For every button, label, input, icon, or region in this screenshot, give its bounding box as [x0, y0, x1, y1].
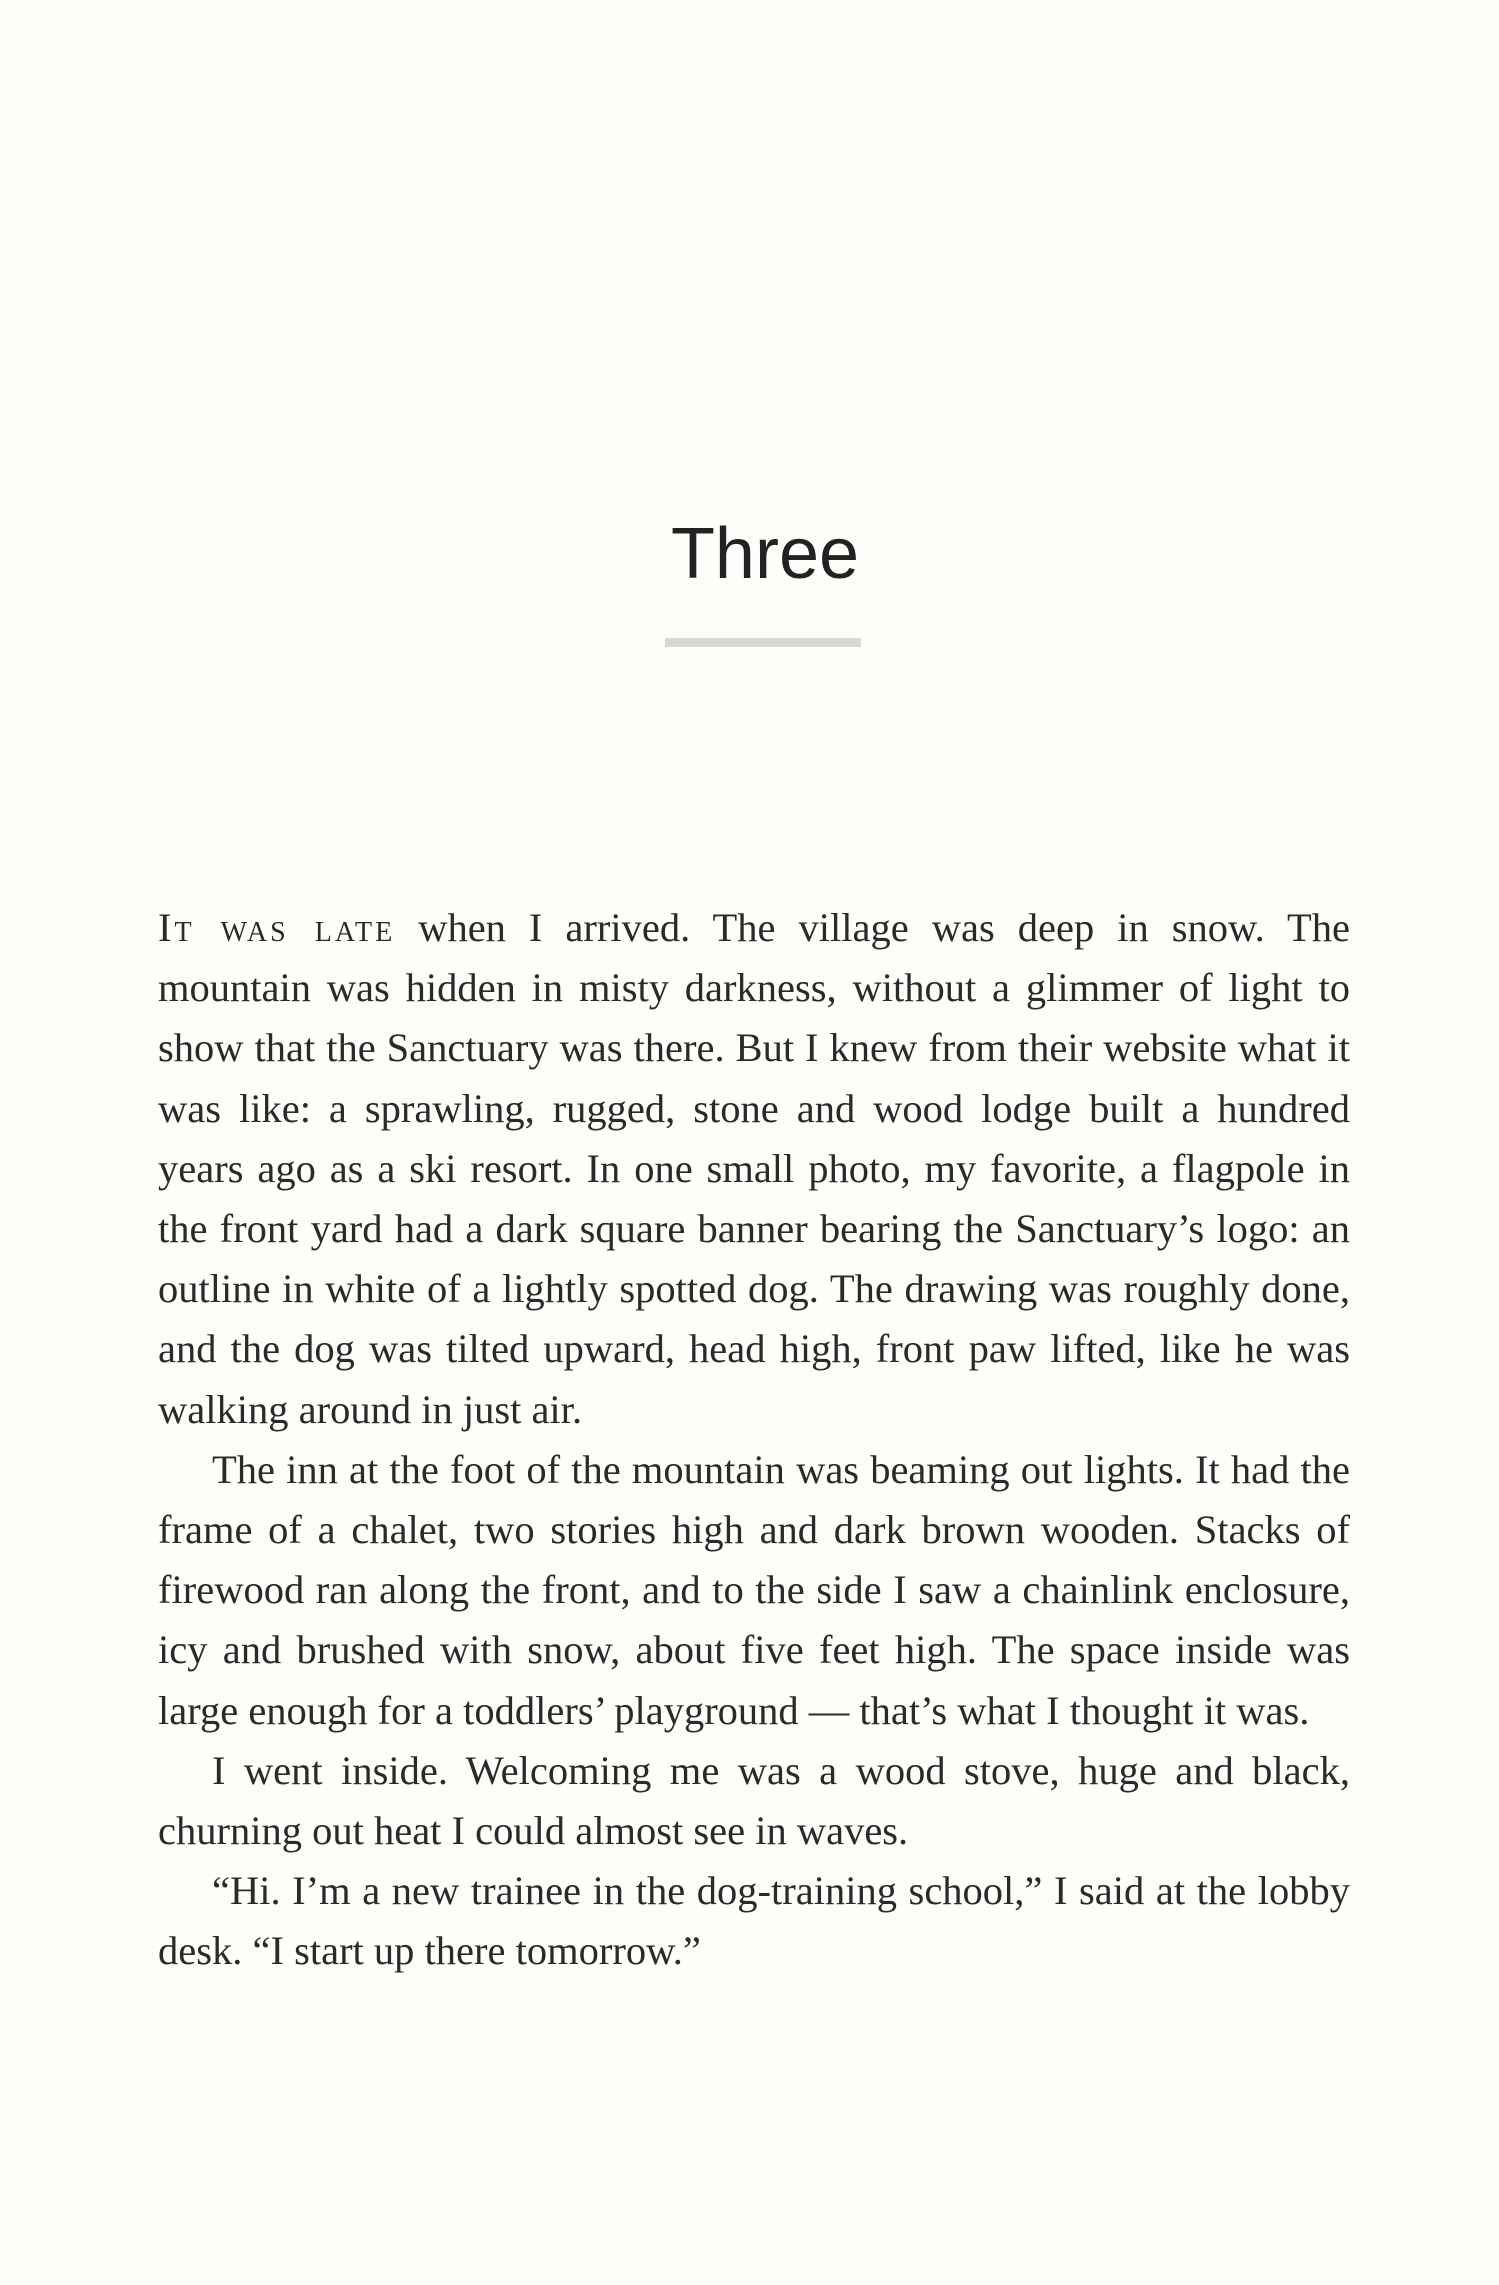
chapter-body [158, 898, 1350, 1982]
paragraph-3: I went inside. Welcoming me was a wood stove, huge and black, churning out heat I could almost see in waves. [158, 1747, 1350, 1854]
paragraph-lead-in: It was late [158, 905, 396, 950]
paragraph-2: The inn at the foot of the mountain was beaming out lights. It had the frame of a chalet, two stories high and dark brown wooden. Stacks of firewood ran along the front, and to the side I saw a chainlink enclosure, icy and brushed with snow, about five feet high. The space inside was large enough for a toddlers’ playground — that’s what I thought it was. [158, 1446, 1350, 1733]
chapter-title-rule [665, 638, 861, 647]
paragraph-1 [158, 898, 1350, 1440]
paragraph-4: “Hi. I’m a new trainee in the dog-training school,” I said at the lobby desk. “I start up there tomorrow.” [158, 1868, 1350, 1974]
chapter-title: Three [670, 514, 860, 594]
paragraph-1-text: when I arrived. The village was deep in snow. The mountain was hidden in misty darkness, without a glimmer of light to show that the Sanctuary was there. But I knew from their website what it was like: a sprawling, rugged, stone and wood lodge built a hundred years ago as a ski resort. In one small photo, my favorite, a flagpole in the front yard had a dark square banner bearing the Sanctuary’s logo: an outline in white of a lightly spotted dog. The drawing was roughly done, and the dog was tilted upward, head high, front paw lifted, like he was walking around in just air. [158, 905, 1350, 1432]
